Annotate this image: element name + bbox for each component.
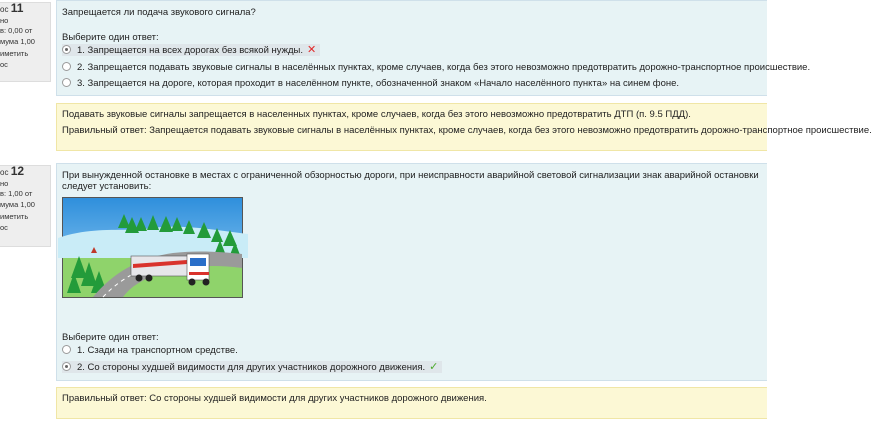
checkmark-icon: ✓ [429,361,439,373]
question-info-11 [0,2,51,82]
question-score: в: 0,00 от [0,26,33,35]
radio-button-checked[interactable] [62,362,71,371]
correct-answer-text: Правильный ответ: Запрещается подавать звуковые сигналы в населённых пунктах, кроме случаев, когда без этого невозможно предотвратить дорожно-транспортное происшествие. [62,125,872,136]
question-number: ос 12 [0,164,25,178]
question-illustration [62,197,243,298]
cross-icon: ✕ [307,44,317,56]
answer-option-2[interactable]: 2. Запрещается подавать звуковые сигналы в населённых пунктах, кроме случаев, когда без этого невозможно предотвратить дорожно-транспортное происшествие. [62,62,810,74]
answer-option-1[interactable]: 1. Запрещается на всех дорогах без всякой нужды. ✕ [62,44,320,56]
question-content-11 [56,0,811,96]
answer-option-3[interactable]: 3. Запрещается на дороге, которая проходит в населённом пункте, обозначенной знаком «Начало населённого пункта» на синем фоне. [62,78,679,90]
question-content-12 [56,163,767,381]
feedback-box-11 [56,103,872,151]
radio-button[interactable] [62,78,71,87]
answer-option-1[interactable]: 1. Сзади на транспортном средстве. [62,345,238,357]
question-text: Запрещается ли подача звукового сигнала? [62,7,256,18]
question-max-score: мума 1,00 [0,199,35,209]
flag-question-link[interactable]: иметить ос [0,212,29,232]
feedback-box-12 [56,387,767,419]
question-info-12 [0,165,51,247]
general-feedback: Подавать звуковые сигналы запрещается в населенных пунктах, кроме случаев, когда без этого невозможно предотвратить ДТП (п. 9.5 ПДД). [62,109,691,120]
radio-button[interactable] [62,345,71,354]
answer-option-2[interactable]: 2. Со стороны худшей видимости для других участников дорожного движения. ✓ [62,361,442,373]
question-score: в: 1,00 от [0,189,33,198]
flag-question-link[interactable]: иметить ос [0,49,29,69]
question-text: При вынужденной остановке в местах с ограниченной обзорностью дороги, при неисправности аварийной световой сигнализации знак аварийной остановки следует установить: [62,170,759,192]
question-state: но [0,15,9,25]
answer-prompt: Выберите один ответ: [62,332,159,343]
question-max-score: мума 1,00 [0,36,35,46]
question-number: ос 11 [0,1,24,15]
question-state: но [0,178,9,188]
answer-prompt: Выберите один ответ: [62,32,159,43]
radio-button-checked[interactable] [62,45,71,54]
correct-answer-text: Правильный ответ: Со стороны худшей видимости для других участников дорожного движения. [62,393,487,404]
radio-button[interactable] [62,62,71,71]
